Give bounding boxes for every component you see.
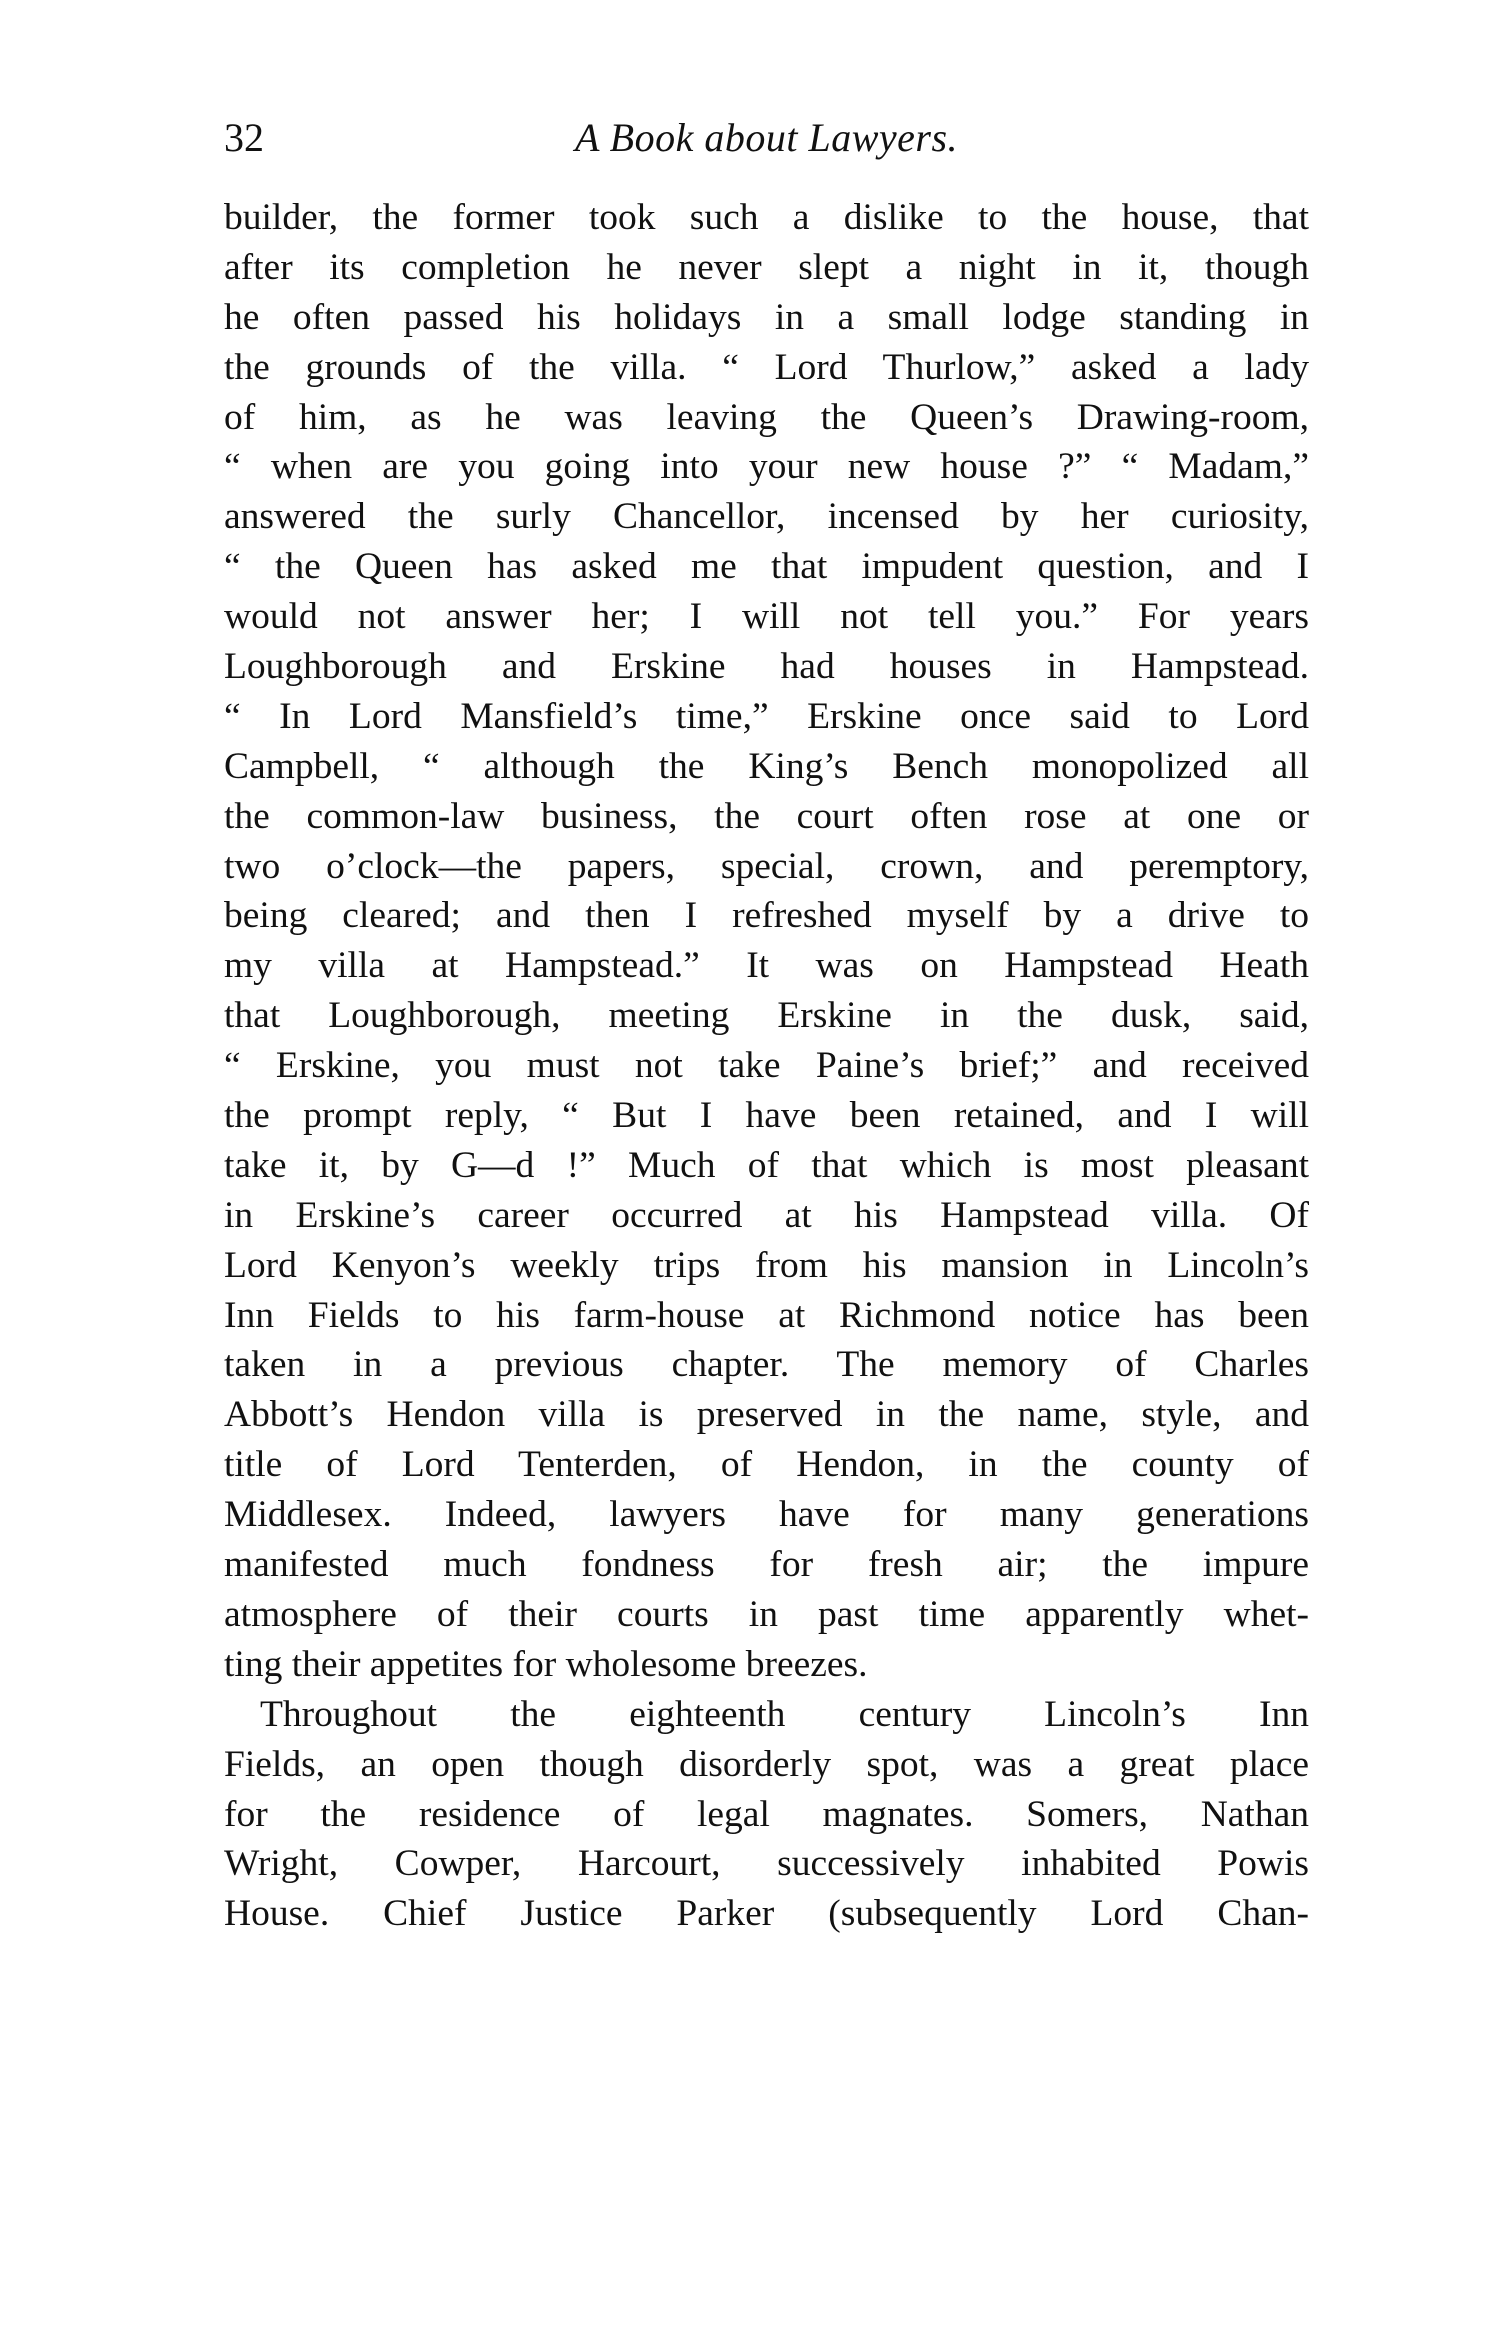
text-line: Middlesex. Indeed, lawyers have for many generations — [224, 1494, 1309, 1536]
text-line: he often passed his holidays in a small lodge standing in — [224, 296, 1309, 338]
text-line: ting their appetites for wholesome breezes. — [224, 1643, 868, 1685]
text-line: Throughout the eighteenth century Lincoln’s Inn — [260, 1693, 1309, 1735]
text-line: in Erskine’s career occurred at his Hampstead villa. Of — [224, 1194, 1309, 1236]
text-line: the grounds of the villa. “ Lord Thurlow,” asked a lady — [224, 346, 1309, 388]
text-line: Loughborough and Erskine had houses in Hampstead. — [224, 646, 1309, 688]
text-line: taken in a previous chapter. The memory of Charles — [224, 1344, 1309, 1386]
text-line: Campbell, “ although the King’s Bench monopolized all — [224, 745, 1309, 787]
text-line: Abbott’s Hendon villa is preserved in the name, style, and — [224, 1394, 1309, 1436]
paragraph-1 — [224, 193, 1309, 1690]
paragraph-2 — [224, 1690, 1309, 1939]
text-line: builder, the former took such a dislike to the house, that — [224, 197, 1309, 238]
text-line: Fields, an open though disorderly spot, was a great place — [224, 1743, 1309, 1785]
text-line: answered the surly Chancellor, incensed by her curiosity, — [224, 496, 1309, 538]
text-line: for the residence of legal magnates. Somers, Nathan — [224, 1793, 1309, 1835]
text-line: House. Chief Justice Parker (subsequently Lord Chan- — [224, 1893, 1309, 1935]
text-line: “ the Queen has asked me that impudent question, and I — [224, 546, 1309, 588]
text-line: manifested much fondness for fresh air; the impure — [224, 1544, 1309, 1586]
text-line: two o’clock—the papers, special, crown, and peremptory, — [224, 845, 1309, 887]
text-line: the prompt reply, “ But I have been retained, and I will — [224, 1095, 1309, 1137]
text-line: atmosphere of their courts in past time apparently whet- — [224, 1593, 1309, 1635]
text-line: would not answer her; I will not tell you.” For years — [224, 596, 1309, 638]
text-line: that Loughborough, meeting Erskine in the dusk, said, — [224, 995, 1309, 1037]
text-line: take it, by G—d !” Much of that which is most pleasant — [224, 1144, 1309, 1186]
text-line: the common-law business, the court often rose at one or — [224, 795, 1309, 837]
text-line: “ Erskine, you must not take Paine’s brief;” and received — [224, 1045, 1309, 1087]
text-line: after its completion he never slept a night in it, though — [224, 246, 1309, 288]
text-line: “ In Lord Mansfield’s time,” Erskine once said to Lord — [224, 695, 1309, 737]
page-header — [224, 108, 1309, 168]
text-line: Lord Kenyon’s weekly trips from his mansion in Lincoln’s — [224, 1244, 1309, 1286]
running-title: A Book about Lawyers. — [574, 115, 959, 160]
page-number: 32 — [224, 115, 264, 160]
text-line: Wright, Cowper, Harcourt, successively inhabited Powis — [224, 1843, 1309, 1885]
text-line: my villa at Hampstead.” It was on Hampstead Heath — [224, 945, 1309, 987]
body-text — [224, 193, 1309, 1939]
text-line: “ when are you going into your new house ?” “ Madam,” — [224, 446, 1309, 488]
text-line: of him, as he was leaving the Queen’s Drawing-room, — [224, 396, 1309, 438]
text-line: title of Lord Tenterden, of Hendon, in the county of — [224, 1444, 1309, 1486]
text-line: being cleared; and then I refreshed myself by a drive to — [224, 895, 1309, 937]
text-line: Inn Fields to his farm-house at Richmond notice has been — [224, 1294, 1309, 1336]
